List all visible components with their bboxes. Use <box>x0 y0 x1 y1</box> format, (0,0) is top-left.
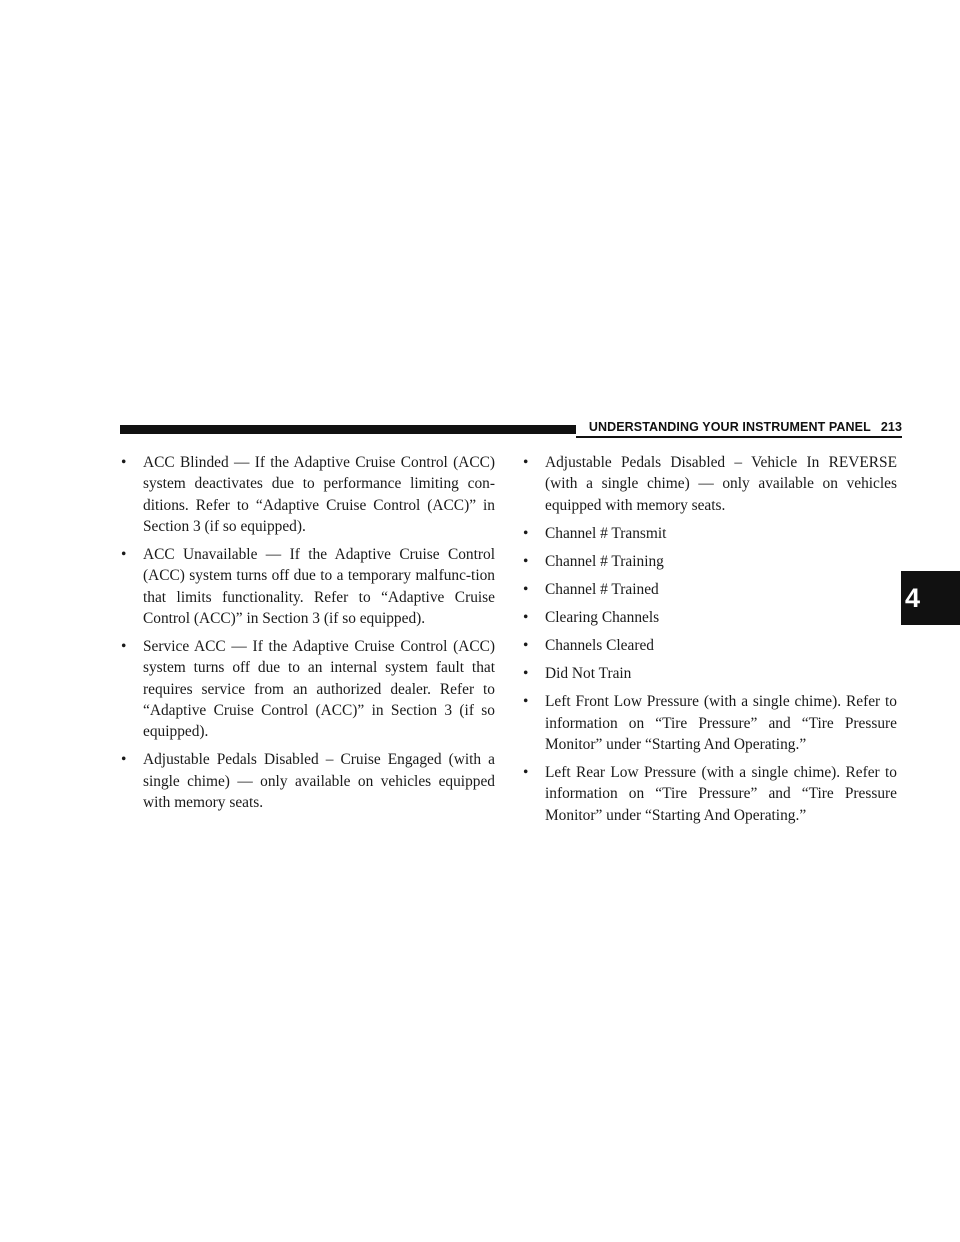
header-rule <box>576 436 902 438</box>
list-item <box>121 452 495 537</box>
list-item <box>523 762 897 826</box>
list-item-text: Channel # Training <box>545 552 664 570</box>
list-item <box>121 749 495 813</box>
list-item <box>121 636 495 742</box>
bullet-icon: • <box>523 552 529 570</box>
bullet-icon: • <box>523 454 529 471</box>
bullet-icon: • <box>523 763 529 781</box>
list-item-text: Adjustable Pedals Disabled – Vehicle In REVERSE (with a single chime) — only available on vehicles equipped with memory seats. <box>545 454 897 514</box>
list-item <box>523 523 897 544</box>
list-item-text: Left Front Low Pressure (with a single chime). Refer to information on “Tire Pressure” and “Tire Pressure Monitor” under “Starting And Operating.” <box>545 693 897 753</box>
list-item-text: Channel # Transmit <box>545 524 667 542</box>
list-item-text: Channels Cleared <box>545 637 654 655</box>
bullet-icon: • <box>121 545 127 563</box>
bullet-icon: • <box>523 580 529 598</box>
list-item <box>523 551 897 572</box>
list-item <box>121 544 495 629</box>
list-item <box>523 663 897 684</box>
bullet-icon: • <box>121 637 127 655</box>
bullet-icon: • <box>121 751 127 769</box>
bullet-icon: • <box>523 693 529 711</box>
page-number: 213 <box>880 420 902 434</box>
list-item-text: ACC Blinded — If the Adaptive Cruise Control (ACC) system deactivates due to performance limiting con-ditions. Refer to “Adaptive Cruise Control (ACC)” in Section 3 (if so equipped). <box>143 454 495 535</box>
bullet-icon: • <box>121 454 127 471</box>
list-item-text: Channel # Trained <box>545 580 659 598</box>
header-bar <box>120 425 576 434</box>
list-item <box>523 607 897 628</box>
bullet-icon: • <box>523 608 529 626</box>
bullet-icon: • <box>523 524 529 542</box>
list-item-text: Left Rear Low Pressure (with a single chime). Refer to information on “Tire Pressure” and “Tire Pressure Monitor” under “Starting And Operating.” <box>545 763 897 824</box>
list-item <box>523 691 897 755</box>
header-title: UNDERSTANDING YOUR INSTRUMENT PANEL <box>588 420 871 434</box>
list-item <box>523 635 897 656</box>
left-column <box>121 452 495 820</box>
section-tab: 4 <box>901 571 960 625</box>
list-item-text: Clearing Channels <box>545 608 660 626</box>
list-item-text: Service ACC — If the Adaptive Cruise Control (ACC) system turns off due to an internal system fault that requires service from an authorized dealer. Refer to “Adaptive Cruise Control (ACC)” in Section 3 (if so equipped). <box>143 637 495 741</box>
bullet-icon: • <box>523 637 529 655</box>
running-header <box>578 420 902 434</box>
list-item-text: Adjustable Pedals Disabled – Cruise Engaged (with a single chime) — only available on vehicles equipped with memory seats. <box>143 751 495 811</box>
list-item-text: ACC Unavailable — If the Adaptive Cruise Control (ACC) system turns off due to a temporary malfunc-tion that limits functionality. Refer to “Adaptive Cruise Control (ACC)” in Section 3 (if so equipped). <box>143 545 495 627</box>
bullet-icon: • <box>523 665 529 683</box>
right-column <box>523 452 897 833</box>
list-item <box>523 579 897 600</box>
list-item-text: Did Not Train <box>545 665 632 683</box>
list-item <box>523 452 897 516</box>
